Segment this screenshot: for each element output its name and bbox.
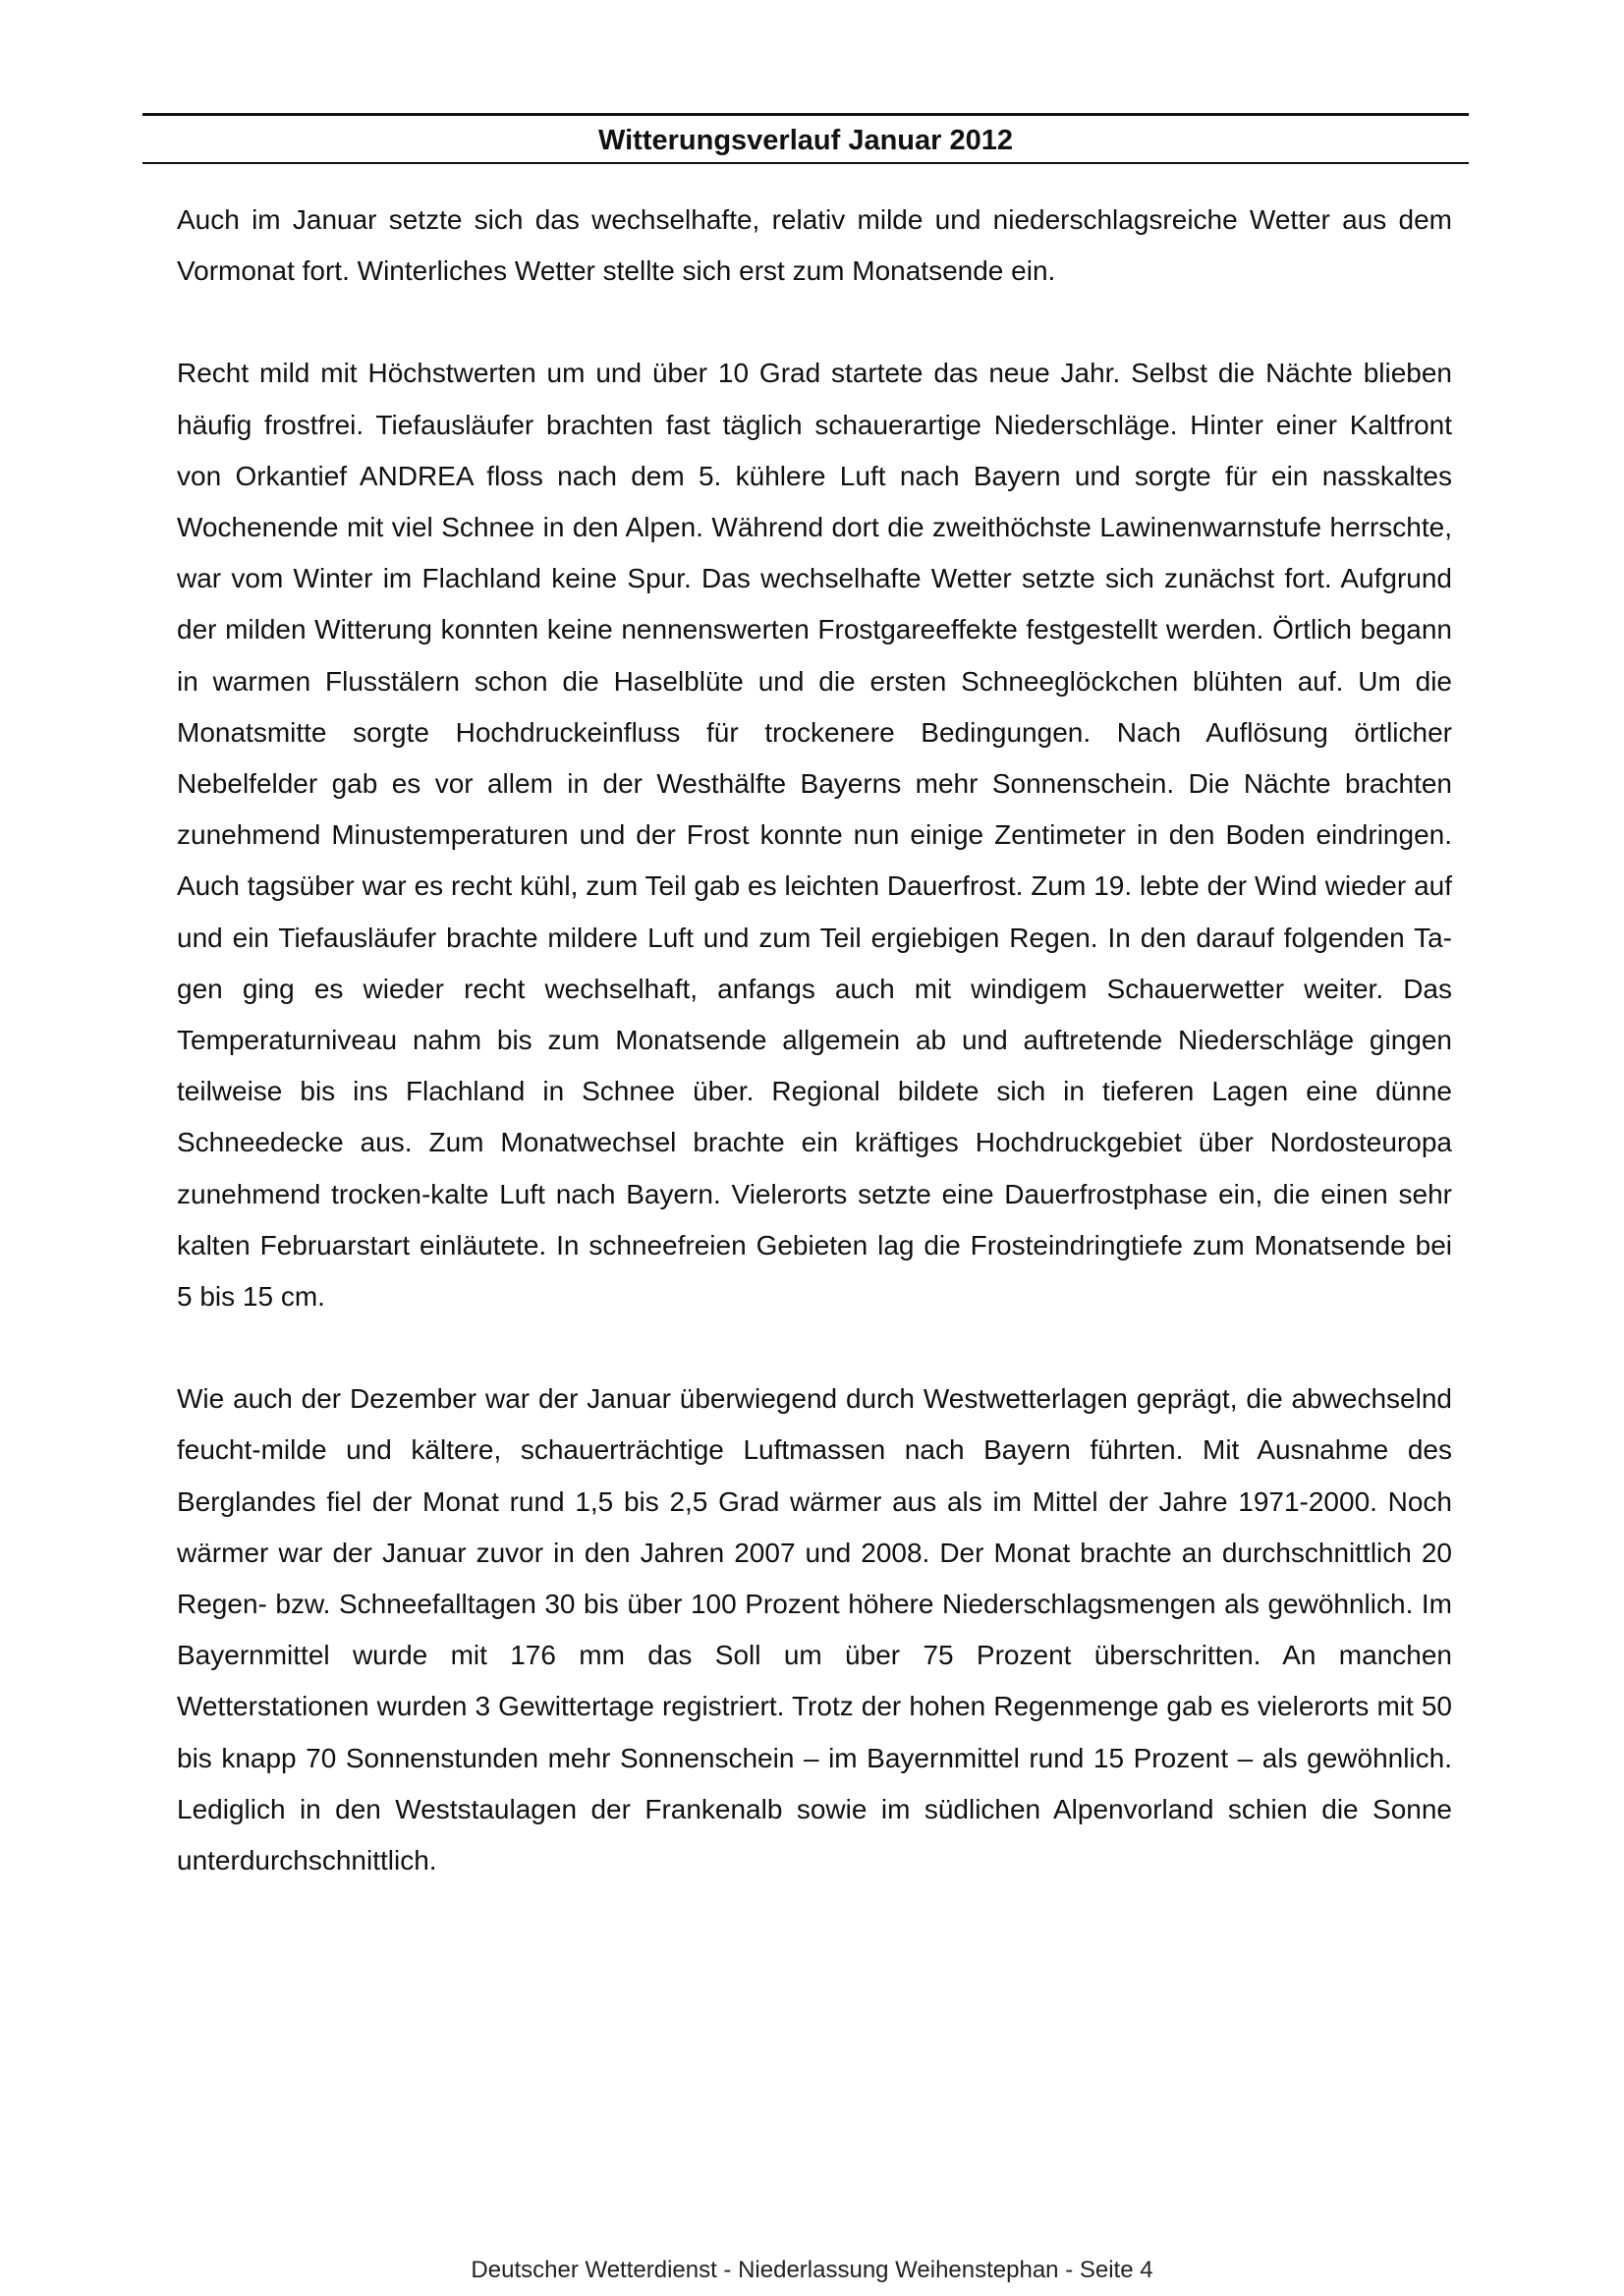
page-footer: Deutscher Wetterdienst - Niederlassung Weihenstephan - Seite 4 xyxy=(471,2257,1153,2283)
paragraph-summary: Wie auch der Dezember war der Januar überwiegend durch Westwetterlagen geprägt, die abwechselnd feucht-milde und kältere, schauerträchtige Luftmassen nach Bayern führten. Mit Ausnahme des Berglandes fiel der Monat rund 1,5 bis 2,5 Grad wärmer aus als im Mittel der Jahre 1971-2000. Noch wärmer war der Januar zuvor in den Jahren 2007 und 2008. Der Monat brachte an durchschnittlich 20 Regen- bzw. Schneefalltagen 30 bis über 100 Prozent höhere Niederschlagsmengen als gewöhnlich. Im Bayernmittel wurde mit 176 mm das Soll um über 75 Prozent überschritten. An manchen Wetterstationen wurden 3 Gewittertage registriert. Trotz der hohen Regenmenge gab es vielerorts mit 50 bis knapp 70 Sonnenstunden mehr Sonnenschein – im Bayernmittel rund 15 Prozent – als gewöhnlich. Lediglich in den Weststaulagen der Frankenalb sowie im südlichen Alpenvorland schien die Sonne unterdurchschnittlich. xyxy=(177,1383,1452,1876)
paragraph-intro: Auch im Januar setzte sich das wechselhafte, relativ milde und niederschlagsreiche Wetter aus dem Vormonat fort. Winterliches Wetter stellte sich erst zum Monatsende ein. xyxy=(177,204,1452,287)
body-text xyxy=(177,195,1452,1937)
paragraph-weather-course: Recht mild mit Höchstwerten um und über 10 Grad startete das neue Jahr. Selbst die Nächte blieben häufig frostfrei. Tiefausläufer brachten fast täglich schauerartige Niederschläge. Hinter einer Kaltfront von Orkantief ANDREA floss nach dem 5. kühlere Luft nach Bayern und sorgte für ein nasskaltes Wochenende mit viel Schnee in den Alpen. Während dort die zweithöchste Lawinenwarnstufe herrschte, war vom Winter im Flachland keine Spur. Das wechselhafte Wetter setzte sich zunächst fort. Aufgrund der milden Witterung konnten keine nennenswerten Frostgareeffekte festgestellt werden. Örtlich begann in warmen Flusstälern schon die Haselblüte und die ersten Schneeglöckchen blühten auf. Um die Monatsmitte sorgte Hochdruckeinfluss für trockenere Bedingungen. Nach Auflösung örtlicher Nebelfelder gab es vor allem in der Westhälfte Bayerns mehr Sonnenschein. Die Nächte brachten zunehmend Minustemperaturen und der Frost konnte nun einige Zentimeter in den Boden eindringen. Auch tagsüber war es recht kühl, zum Teil gab es leichten Dauerfrost. Zum 19. lebte der Wind wieder auf und ein Tiefausläufer brachte mildere Luft und zum Teil ergiebigen Regen. In den darauf folgenden Tagen ging es wieder recht wechselhaft, anfangs auch mit windigem Schauerwetter weiter. Das Temperaturniveau nahm bis zum Monatsende allgemein ab und auftretende Niederschläge gingen teilweise bis ins Flachland in Schnee über. Regional bildete sich in tieferen Lagen eine dünne Schneedecke aus. Zum Monatwechsel brachte ein kräftiges Hochdruckgebiet über Nordosteuropa zunehmend trocken-kalte Luft nach Bayern. Vielerorts setzte eine Dauerfrostphase ein, die einen sehr kalten Februarstart einläutete. In schneefreien Gebieten lag die Frosteindringtiefe zum Monatsende bei 5 bis 15 cm. xyxy=(177,358,1452,1313)
title-bar xyxy=(142,113,1469,164)
page-title: Witterungsverlauf Januar 2012 xyxy=(597,125,1013,156)
